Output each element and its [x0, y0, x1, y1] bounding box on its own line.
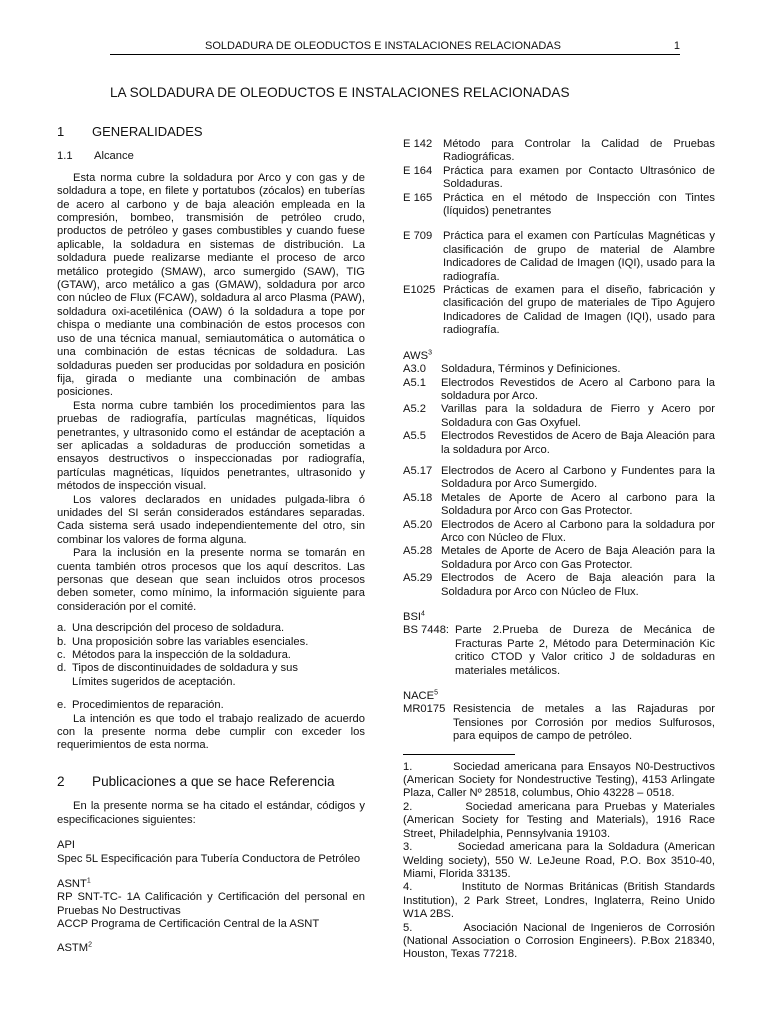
section-2-heading	[57, 775, 365, 788]
reference-item: A5.29 Electrodos de Acero de Baja aleación para la Soldadura por Arco con Núcleo de Flux.	[403, 572, 715, 598]
section-1-title: GENERALIDADES	[92, 124, 203, 139]
reference-item: A5.28 Metales de Aporte de Acero de Baja Aleación para la Soldadura por Arco con Gas Protector.	[403, 545, 715, 571]
footnotes	[403, 761, 715, 962]
left-column	[57, 125, 365, 955]
list-item: c. Métodos para la inspección de la soldadura.	[57, 649, 291, 662]
reference-item: A3.0 Soldadura, Términos y Definiciones.	[403, 363, 621, 376]
running-header	[110, 40, 680, 55]
asnt-rp-snt-tc-1a: RP SNT-TC- 1A Calificación y Certificación del personal en Pruebas No Destructivas	[57, 891, 365, 917]
reference-item: A5.2 Varillas para la soldadura de Fierro y Acero por Soldadura con Gas Oxyfuel.	[403, 403, 715, 429]
references-intro: En la presente norma se ha citado el estándar, códigos y especificaciones siguientes:	[57, 800, 365, 826]
reference-item: A5.20 Electrodos de Acero al Carbono para la soldadura por Arco con Núcleo de Flux.	[403, 518, 715, 544]
reference-item: A5.1 Electrodos Revestidos de Acero al Carbono para la soldadura por Arco.	[403, 376, 715, 402]
footnote-4: 4. Instituto de Normas Británicas (British Standards Institution), 2 Park Street, Londres, Inglaterra, Reino Unido W1A 2BS.	[403, 881, 715, 921]
astm-references	[403, 138, 715, 338]
footnote-divider	[403, 754, 515, 755]
right-column	[403, 138, 715, 962]
reference-item: A5.5 Electrodos Revestidos de Acero de Baja Aleación para la soldadura por Arco.	[403, 430, 715, 456]
page-number: 1	[673, 40, 680, 52]
section-1-number: 1	[57, 124, 65, 139]
reference-item: E 709 Práctica para el examen con Partículas Magnéticas y clasificación de grupo de material de Alambre Indicadores de Calidad de Imagen (IQI), usado para la radiografía.	[403, 230, 715, 283]
proposal-requirements-list	[57, 622, 365, 712]
closing-paragraph: La intención es que todo el trabajo realizado de acuerdo con la presente norma debe cumplir con exceder los requerimientos de esta norma.	[57, 712, 365, 752]
reference-item: A5.17 Electrodos de Acero al Carbono y Fundentes para la Soldadura por Arco Sumergido.	[403, 464, 715, 491]
scope-paragraph-4: Para la inclusión en la presente norma se tomarán en cuenta también otros procesos que los aquí descritos. Las personas que desean que sean incluidos otros procesos deben someter, como mínimo, la información siguiente para consideración por el comité.	[57, 547, 365, 613]
footnote-5: 5. Asociación Nacional de Ingenieros de Corrosión (National Association o Corrosion Engineers). P.Box 218340, Houston, Texas 77218.	[403, 921, 715, 961]
subsection-1-1-number: 1.1	[57, 150, 73, 163]
bsi-label: BSI$^4$	[403, 610, 425, 623]
nace-label: NACE$^5$	[403, 689, 438, 703]
list-item: d. Tipos de discontinuidades de soldadura y sus Límites sugeridos de aceptación.	[57, 662, 298, 688]
reference-item: E 164 Práctica para examen por Contacto Ultrasónico de Soldaduras.	[403, 164, 715, 191]
section-1-heading	[57, 125, 365, 138]
running-title: SOLDADURA DE OLEODUCTOS E INSTALACIONES RELACIONADAS	[205, 40, 561, 52]
footnote-2: 2. Sociedad americana para Pruebas y Materiales (American Society for Testing and Materials), 1916 Race Street, Philadelphia, Pennsylvania 19103.	[403, 800, 715, 840]
api-label: API	[57, 839, 76, 852]
aws-label: AWS$^3$	[403, 348, 432, 362]
footnote-3: 3. Sociedad americana para la Soldadura (American Welding society), 550 W. LeJeune Road, P.O. Box 3510-40, Miami, Florida 33135.	[403, 841, 715, 880]
list-item: b. Una proposición sobre las variables esenciales.	[57, 635, 309, 648]
astm-label: ASTM$^2$	[57, 940, 92, 954]
aws-references	[403, 363, 715, 599]
subsection-1-1-heading	[57, 150, 365, 163]
section-2-title: Publicaciones a que se hace Referencia	[92, 773, 335, 789]
footnote-1: 1. Sociedad americana para Ensayos N0-Destructivos (American Society for Nondestructive Testing), 4153 Arlingate Plaza, Caller Nº 28518, columbus, Ohio 43228 – 0518.	[403, 760, 715, 800]
reference-item: E 142 Método para Controlar la Calidad de Pruebas Radiográficas.	[403, 138, 715, 164]
api-spec-5l: Spec 5L Especificación para Tubería Conductora de Petróleo	[57, 852, 361, 865]
asnt-accp: ACCP Programa de Certificación Central de la ASNT	[57, 918, 320, 931]
scope-paragraph-2: Esta norma cubre también los procedimientos para las pruebas de radiografía, partículas magnéticas, líquidos penetrantes, y ultrasonido como el estándar de aceptación a ser aplicadas a soldaduras de producción sometidas a ensayos destructivos o inspeccionadas por radiografía, partículas magnéticas, líquidos penetrantes, ultrasonido y métodos de inspección visual.	[57, 399, 365, 493]
document-title: LA SOLDADURA DE OLEODUCTOS E INSTALACIONES RELACIONADAS	[110, 85, 570, 100]
subsection-1-1-title: Alcance	[94, 150, 134, 163]
asnt-label: ASNT$^1$	[57, 877, 91, 890]
reference-item: A5.18 Metales de Aporte de Acero al carbono para la Soldadura por Arco con Gas Protector.	[403, 491, 715, 518]
nace-reference: MR0175 Resistencia de metales a las Rajaduras por Tensiones por Corrosión por medios Sulfurosos, para equipos de campo de petróleo.	[403, 703, 715, 743]
scope-paragraph-1: Esta norma cubre la soldadura por Arco y con gas y de soldadura a tope, en filete y portatubos (zócalos) en tuberías de acero al carbono y de baja aleación empleada en la compresión, bombeo, transmisión de petróleo crudo, productos de petróleo y gases combustibles y cuando fuese aplicable, la soldadura en sistemas de distribución. La soldadura puede realizarse mediante el proceso de arco metálico protegido (SMAW), arco sumergido (SAW), TIG (GTAW), arco metálico a gas (GMAW), soldadura por arco con núcleo de Flux (FCAW), soldadura al arco Plasma (PAW), soldadura oxi-acetilénica (OAW) ó la soldadura a tope por chispa o mediante una combinación de estos procesos con uso de una técnica manual, semiautomática o automática o una combinación de estas técnicas de soldadura. Las soldaduras pueden ser producidas por soldadura en posición fija, girada o mediante una combinación de ambas posiciones.	[57, 171, 365, 399]
reference-item: E1025 Prácticas de examen para el diseño, fabricación y clasificación del grupo de materiales de Tipo Agujero Indicadores de Calidad de Imagen (IQI), usado para radiografía.	[403, 284, 715, 337]
section-2-number: 2	[57, 773, 65, 789]
scope-paragraph-3: Los valores declarados en unidades pulgada-libra ó unidades del SI serán considerados estándares separadas. Cada sistema será usado independientemente del otro, sin combinar los valores de forma alguna.	[57, 493, 365, 546]
list-item: e. Procedimientos de reparación.	[57, 699, 224, 712]
bsi-reference: BS 7448: Parte 2.Prueba de Dureza de Mecánica de Fracturas Parte 2, Método para Determinación Kic critico CTOD y Valor critico J de soldaduras en materiales metálicos.	[403, 624, 715, 677]
reference-item: E 165 Práctica en el método de Inspección con Tintes (líquidos) penetrantes	[403, 191, 715, 218]
list-item: a. Una descripción del proceso de soldadura.	[57, 622, 285, 635]
